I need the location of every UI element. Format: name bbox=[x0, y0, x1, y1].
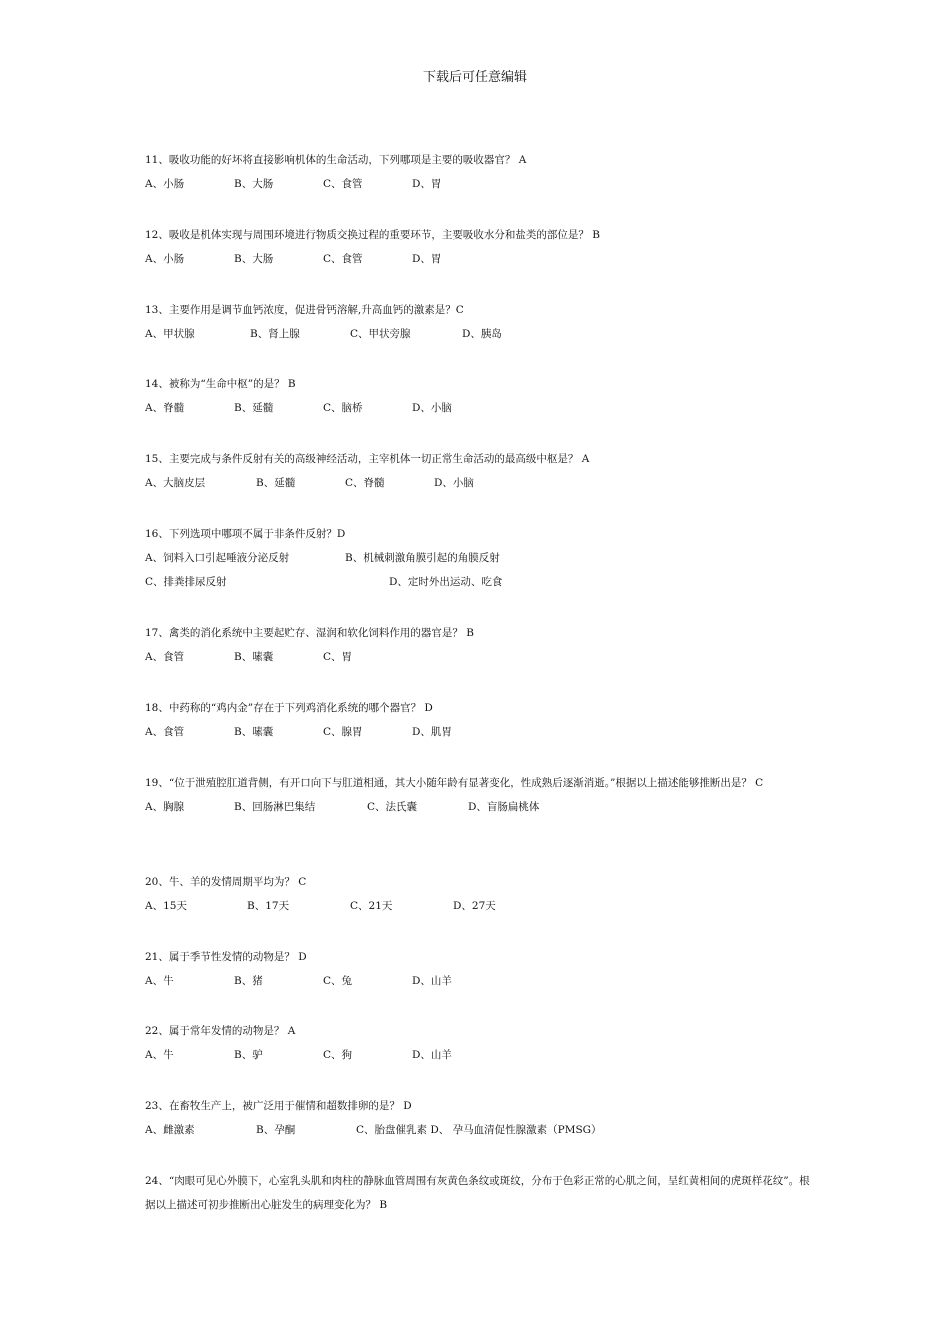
option-d: D、小脑 bbox=[434, 477, 474, 489]
option-a: A、食管 bbox=[145, 726, 185, 738]
question-21 bbox=[145, 945, 815, 993]
option-b: B、嗉囊 bbox=[234, 726, 274, 738]
option-b: B、驴 bbox=[234, 1049, 263, 1061]
option-c: C、腺胃 bbox=[323, 726, 363, 738]
question-text: 13、主要作用是调节血钙浓度，促进骨钙溶解,升高血钙的激素是？C bbox=[145, 304, 464, 316]
options-row bbox=[145, 645, 815, 669]
option-a: A、饲料入口引起唾液分泌反射 bbox=[145, 552, 290, 564]
option-a: A、小肠 bbox=[145, 178, 185, 190]
question-11 bbox=[145, 148, 815, 196]
question-24 bbox=[145, 1169, 815, 1217]
question-18 bbox=[145, 696, 815, 744]
option-c: C、排粪排尿反射 bbox=[145, 576, 227, 588]
question-text: 18、中药称的“鸡内金”存在于下列鸡消化系统的哪个器官？ D bbox=[145, 702, 433, 714]
option-d: D、肌胃 bbox=[412, 726, 452, 738]
options-row bbox=[145, 471, 815, 495]
option-a: A、大脑皮层 bbox=[145, 477, 206, 489]
option-d: D、盲肠扁桃体 bbox=[468, 801, 540, 813]
question-20 bbox=[145, 870, 815, 918]
option-a: A、小肠 bbox=[145, 253, 185, 265]
page-header: 下载后可任意编辑 bbox=[422, 70, 527, 85]
option-c: C、脑桥 bbox=[323, 402, 363, 414]
options-row bbox=[145, 1118, 815, 1142]
options-row bbox=[145, 546, 815, 570]
question-text: 23、在畜牧生产上，被广泛用于催情和超数排卵的是？ D bbox=[145, 1100, 412, 1112]
question-text: 20、牛、羊的发情周期平均为？ C bbox=[145, 876, 307, 888]
option-c-and-d: C、胎盘催乳素 D、 孕马血清促性腺激素（PMSG） bbox=[356, 1124, 602, 1136]
question-12 bbox=[145, 223, 815, 271]
option-d: D、胰岛 bbox=[462, 328, 502, 340]
question-16 bbox=[145, 522, 815, 594]
option-d: D、27天 bbox=[453, 900, 496, 912]
option-c: C、脊髓 bbox=[345, 477, 385, 489]
question-text: 24、“肉眼可见心外膜下，心室乳头肌和肉柱的静脉血管周围有灰黄色条纹或斑纹，分布于色彩正常的心肌之间，呈红黄相间的虎斑样花纹”。根据以上描述可初步推断出心脏发生的病理变化为？ B bbox=[145, 1175, 810, 1211]
options-row bbox=[145, 570, 815, 594]
question-17 bbox=[145, 621, 815, 669]
option-b: B、大肠 bbox=[234, 253, 274, 265]
option-c: C、胃 bbox=[323, 651, 353, 663]
question-text: 11、吸收功能的好坏将直接影响机体的生命活动，下列哪项是主要的吸收器官？ A bbox=[145, 154, 527, 166]
options-row bbox=[145, 322, 815, 346]
options-row bbox=[145, 1043, 815, 1067]
question-text: 21、属于季节性发情的动物是？ D bbox=[145, 951, 307, 963]
option-c: C、狗 bbox=[323, 1049, 353, 1061]
question-19 bbox=[145, 771, 815, 819]
option-c: C、食管 bbox=[323, 253, 363, 265]
option-b: B、回肠淋巴集结 bbox=[234, 801, 316, 813]
option-d: D、小脑 bbox=[412, 402, 452, 414]
question-text: 16、下列选项中哪项不属于非条件反射？D bbox=[145, 528, 346, 540]
option-b: B、机械刺激角膜引起的角膜反射 bbox=[345, 552, 500, 564]
question-14 bbox=[145, 372, 815, 420]
option-c: C、法氏囊 bbox=[367, 801, 418, 813]
options-row bbox=[145, 396, 815, 420]
option-b: B、肾上腺 bbox=[250, 328, 300, 340]
option-c: C、21天 bbox=[350, 900, 393, 912]
option-d: D、胃 bbox=[412, 178, 442, 190]
question-15 bbox=[145, 447, 815, 495]
option-d: D、定时外出运动、吃食 bbox=[389, 576, 503, 588]
option-b: B、猪 bbox=[234, 975, 263, 987]
option-b: B、17天 bbox=[247, 900, 290, 912]
option-a: A、雌激素 bbox=[145, 1124, 195, 1136]
option-b: B、延髓 bbox=[256, 477, 296, 489]
question-text: 22、属于常年发情的动物是？ A bbox=[145, 1025, 296, 1037]
question-text: 14、被称为“生命中枢”的是？ B bbox=[145, 378, 296, 390]
option-a: A、牛 bbox=[145, 975, 174, 987]
option-a: A、脊髓 bbox=[145, 402, 185, 414]
option-d: D、胃 bbox=[412, 253, 442, 265]
option-d: D、山羊 bbox=[412, 1049, 452, 1061]
options-row bbox=[145, 795, 815, 819]
options-row bbox=[145, 247, 815, 271]
option-b: B、大肠 bbox=[234, 178, 274, 190]
options-row bbox=[145, 969, 815, 993]
option-a: A、甲状腺 bbox=[145, 328, 195, 340]
options-row bbox=[145, 172, 815, 196]
question-text: 12、吸收是机体实现与周围环境进行物质交换过程的重要环节，主要吸收水分和盐类的部位是？ B bbox=[145, 229, 600, 241]
question-text: 15、主要完成与条件反射有关的高级神经活动，主宰机体一切正常生命活动的最高级中枢是？ A bbox=[145, 453, 590, 465]
option-a: A、牛 bbox=[145, 1049, 174, 1061]
option-b: B、嗉囊 bbox=[234, 651, 274, 663]
question-13 bbox=[145, 298, 815, 346]
options-row bbox=[145, 894, 815, 918]
option-c: C、食管 bbox=[323, 178, 363, 190]
question-text: 17、禽类的消化系统中主要起贮存、湿润和软化饲料作用的器官是？ B bbox=[145, 627, 474, 639]
question-text: 19、“位于泄殖腔肛道背侧，有开口向下与肛道相通，其大小随年龄有显著变化，性成熟后逐渐消逝。”根据以上描述能够推断出是？ C bbox=[145, 777, 764, 789]
option-b: B、孕酮 bbox=[256, 1124, 296, 1136]
option-d: D、山羊 bbox=[412, 975, 452, 987]
options-row bbox=[145, 720, 815, 744]
question-22 bbox=[145, 1019, 815, 1067]
option-a: A、食管 bbox=[145, 651, 185, 663]
question-23 bbox=[145, 1094, 815, 1142]
option-a: A、胸腺 bbox=[145, 801, 185, 813]
option-b: B、延髓 bbox=[234, 402, 274, 414]
option-c: C、甲状旁腺 bbox=[350, 328, 411, 340]
option-c: C、兔 bbox=[323, 975, 353, 987]
option-a: A、15天 bbox=[145, 900, 187, 912]
